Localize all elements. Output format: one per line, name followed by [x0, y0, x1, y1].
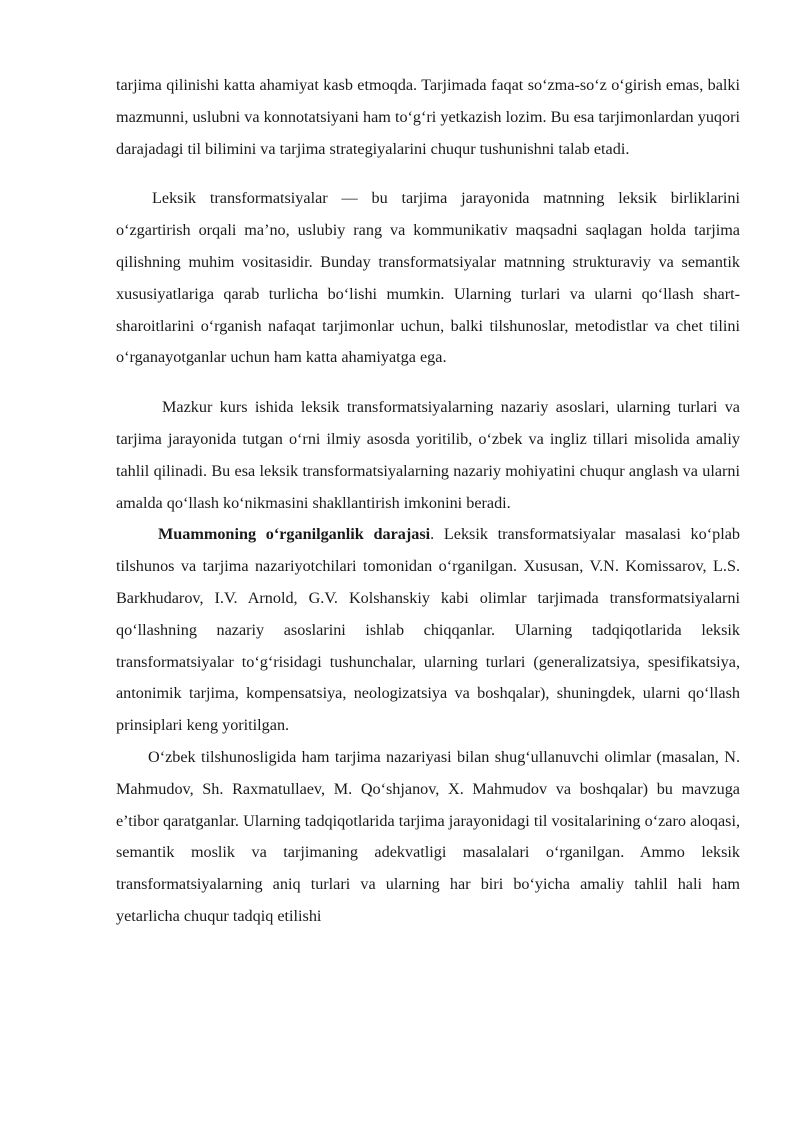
paragraph-uzbek-linguistics: O‘zbek tilshunosligida ham tarjima nazariyasi bilan shug‘ullanuvchi olimlar (masalan, N. Mahmudov, Sh. Raxmatullaev, M. Qo‘shjanov, X. Mahmudov va boshqalar) bu mavzuga e’tibor qaratganlar. Ularning tadqiqotlarida tarjima jarayonidagi til vositalarining o‘zaro aloqasi, semantik moslik va tarjimaning adekvatligi masalalari o‘rganilgan. Ammo leksik transformatsiyalarning aniq turlari va ularning har biri bo‘yicha amaliy tahlil hali ham yetarlicha chuqur tadqiq etilishi	[116, 747, 740, 925]
paragraph-course-work-scope: Mazkur kurs ishida leksik transformatsiyalarning nazariy asoslari, ularning turlari va tarjima jarayonida tutgan o‘rni ilmiy asosda yoritilib, o‘zbek va ingliz tillari misolida amaliy tahlil qilinadi. Bu esa leksik transformatsiyalarning nazariy mohiyatini chuqur anglash va ularni amalda qo‘llash ko‘nikmasini shakllantirish imkonini beradi.	[116, 398, 740, 512]
document-page	[116, 70, 740, 933]
paragraph-lexical-transformations: Leksik transformatsiyalar — bu tarjima jarayonida matnning leksik birliklarini o‘zgartirish orqali ma’no, uslubiy rang va kommunikativ maqsadni saqlagan holda tarjima qilishning muhim vositasidir. Bunday transformatsiyalar matnning strukturaviy va semantik xususiyatlariga qarab turlicha bo‘lishi mumkin. Ularning turlari va ularni qo‘llash shart-sharoitlarini o‘rganish nafaqat tarjimonlar uchun, balki tilshunoslar, metodistlar va chet tilini o‘rganayotganlar uchun ham katta ahamiyatga ega.	[116, 189, 740, 367]
paragraph-research-level-text: . Leksik transformatsiyalar masalasi ko‘plab tilshunos va tarjima nazariyotchilari tomonidan o‘rganilgan. Xususan, V.N. Komissarov, L.S. Barkhudarov, I.V. Arnold, G.V. Kolshanskiy kabi olimlar tarjimada transformatsiyalarni qo‘llashning nazariy asoslarini ishlab chiqqanlar. Ularning tadqiqotlarida leksik transformatsiyalar to‘g‘risidagi tushunchalar, ularning turlari (generalizatsiya, spesifikatsiya, antonimik tarjima, kompensatsiya, neologizatsiya va boshqalar), shuningdek, ularni qo‘llash prinsiplari keng yoritilgan.	[116, 525, 740, 735]
paragraph-research-level	[116, 519, 740, 742]
section-heading-research-level: Muammoning o‘rganilganlik darajasi	[158, 525, 431, 544]
paragraph-intro-continuation: tarjima qilinishi katta ahamiyat kasb etmoqda. Tarjimada faqat so‘zma-so‘z o‘girish emas, balki mazmunni, uslubni va konnotatsiyani ham to‘g‘ri yetkazish lozim. Bu esa tarjimonlardan yuqori darajadagi til bilimini va tarjima strategiyalarini chuqur tushunishni talab etadi.	[116, 76, 740, 158]
